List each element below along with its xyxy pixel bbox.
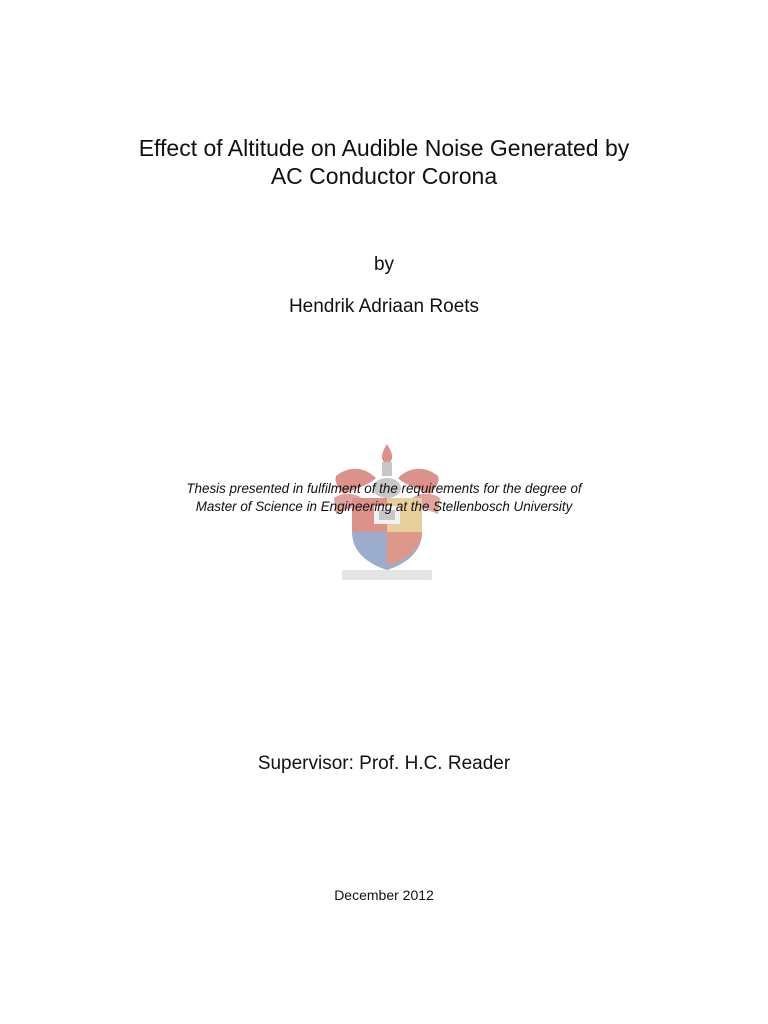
supervisor: Supervisor: Prof. H.C. Reader: [257, 753, 511, 774]
author-name: Hendrik Adriaan Roets: [288, 296, 480, 317]
by-label: by: [373, 254, 395, 275]
thesis-title: [0, 134, 768, 190]
thesis-statement-line-1: Thesis presented in fulfilment of the requirements for the degree of: [186, 481, 582, 496]
thesis-statement-line-2: Master of Science in Engineering at the Stellenbosch University: [195, 499, 573, 514]
thesis-title-line-1: Effect of Altitude on Audible Noise Generated by: [138, 135, 630, 161]
submission-date: December 2012: [334, 887, 434, 903]
thesis-title-line-2: AC Conductor Corona: [270, 163, 498, 189]
thesis-statement: [0, 480, 768, 516]
